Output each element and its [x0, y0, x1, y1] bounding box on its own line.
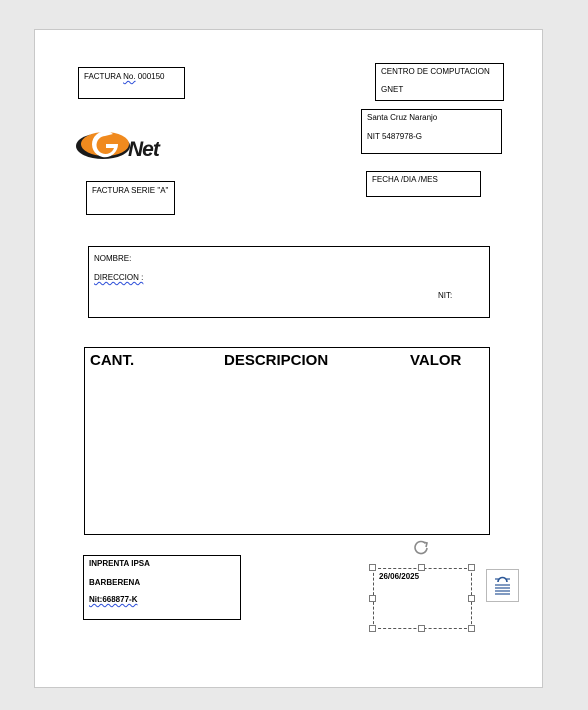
printer-box[interactable] — [83, 555, 241, 620]
invoice-series-box[interactable] — [86, 181, 175, 215]
customer-address-label: DIRECCION : — [94, 273, 144, 282]
document-page — [34, 29, 543, 688]
resize-handle-top-middle[interactable] — [418, 564, 425, 571]
invoice-series: FACTURA SERIE "A" — [92, 186, 169, 195]
column-header-quantity: CANT. — [90, 352, 135, 369]
printer-nit: Nit:668877-K — [89, 595, 138, 604]
company-name-box[interactable] — [375, 63, 504, 101]
selected-date-textbox[interactable] — [373, 568, 472, 629]
resize-handle-middle-right[interactable] — [468, 595, 475, 602]
resize-handle-middle-left[interactable] — [369, 595, 376, 602]
column-header-description: DESCRIPCION — [224, 352, 329, 369]
company-address: Santa Cruz Naranjo — [367, 113, 438, 122]
customer-box[interactable] — [88, 246, 490, 318]
logo-text: Net — [128, 138, 159, 161]
gnet-logo — [75, 124, 183, 166]
printer-city: BARBERENA — [89, 578, 141, 587]
date-label: FECHA /DIA /MES — [372, 175, 438, 184]
company-address-box[interactable] — [361, 109, 502, 154]
column-header-value: VALOR — [410, 352, 462, 369]
company-line1: CENTRO DE COMPUTACION — [381, 67, 490, 76]
resize-handle-top-right[interactable] — [468, 564, 475, 571]
customer-nit-label: NIT: — [438, 291, 453, 300]
invoice-number-text: FACTURA No. 000150 — [84, 72, 165, 81]
resize-handle-top-left[interactable] — [369, 564, 376, 571]
customer-name-label: NOMBRE: — [94, 254, 132, 263]
resize-handle-bottom-right[interactable] — [468, 625, 475, 632]
layout-options-icon — [487, 570, 518, 601]
layout-options-button[interactable] — [486, 569, 519, 602]
printer-name: INPRENTA IPSA — [89, 559, 150, 568]
date-label-box[interactable] — [366, 171, 481, 197]
date-value: 26/06/2025 — [379, 572, 420, 581]
resize-handle-bottom-middle[interactable] — [418, 625, 425, 632]
rotate-handle-icon[interactable] — [413, 539, 430, 556]
items-table-box[interactable] — [84, 347, 490, 535]
company-nit: NIT 5487978-G — [367, 132, 422, 141]
company-line2: GNET — [381, 85, 404, 94]
invoice-number-box[interactable] — [78, 67, 185, 99]
resize-handle-bottom-left[interactable] — [369, 625, 376, 632]
